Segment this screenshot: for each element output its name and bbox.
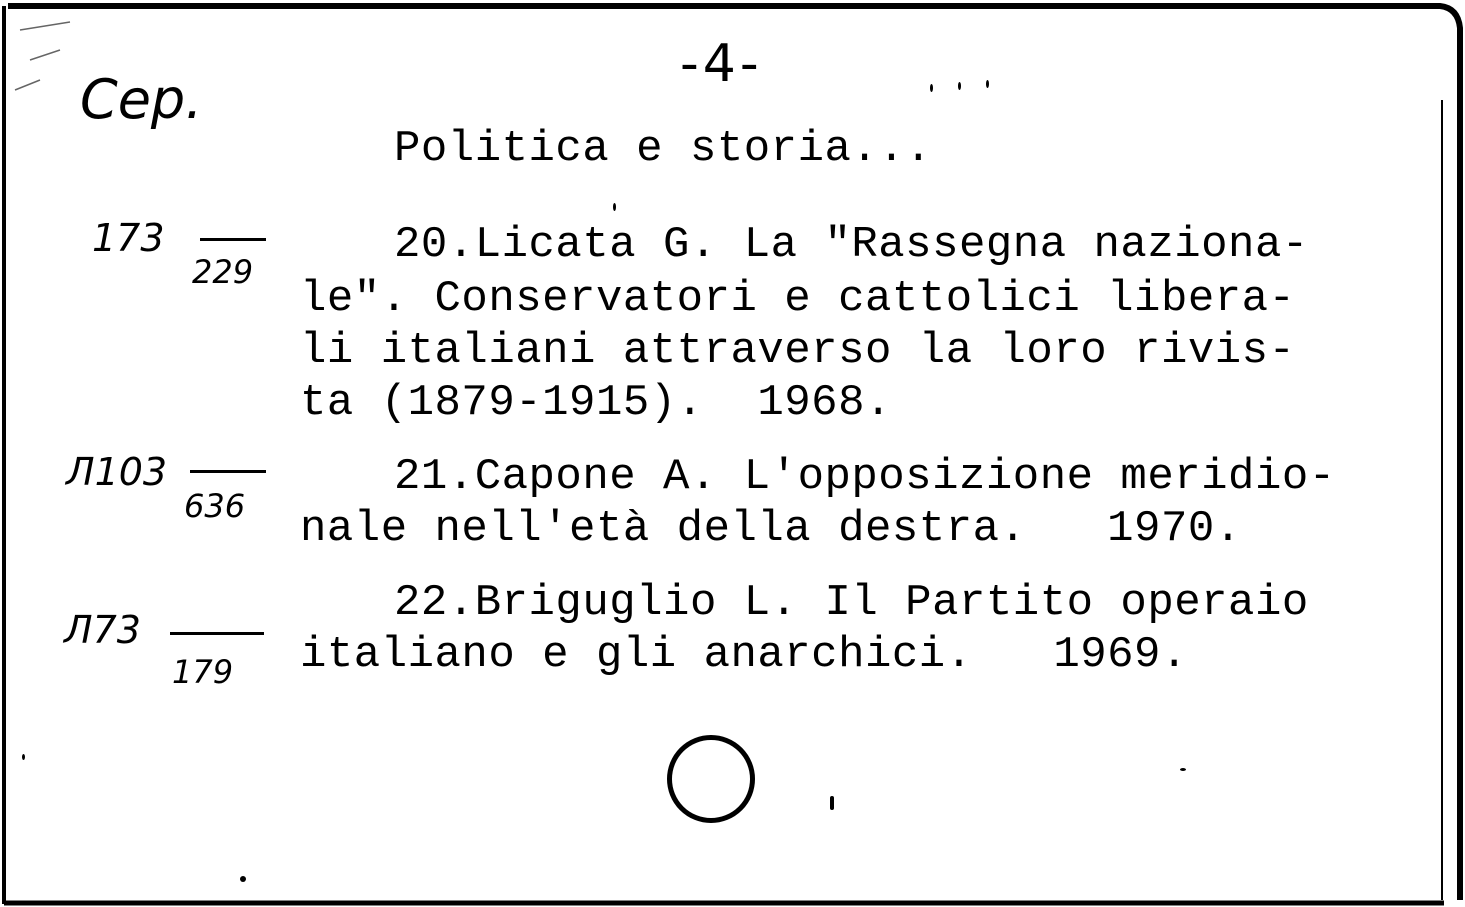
ink-speck bbox=[986, 80, 989, 88]
shelfmark-bottom: 636 bbox=[184, 487, 246, 525]
entry-20-line-4: ta (1879-1915). 1968. bbox=[300, 378, 892, 428]
ink-speck bbox=[22, 754, 25, 760]
card-heading: Politica e storia... bbox=[394, 124, 933, 174]
shelfmark-bottom: 179 bbox=[172, 653, 234, 691]
entry-22-line-1: 22.Briguglio L. Il Partito operaio bbox=[394, 578, 1309, 628]
ink-speck bbox=[1180, 768, 1186, 771]
shelfmark-divider bbox=[190, 470, 266, 473]
shelfmark-divider bbox=[170, 632, 264, 635]
shelfmark-bottom: 229 bbox=[192, 253, 254, 291]
ink-speck bbox=[240, 876, 246, 882]
shelfmark-entry-21 bbox=[66, 452, 286, 542]
entry-22-line-2: italiano e gli anarchici. 1969. bbox=[300, 630, 1188, 680]
entry-21-line-2: nale nell'età della destra. 1970. bbox=[300, 504, 1242, 554]
entry-20-line-1: 20.Licata G. La "Rassegna naziona- bbox=[394, 220, 1309, 270]
shelfmark-entry-22 bbox=[64, 610, 284, 710]
page-marker: -4- bbox=[680, 34, 763, 94]
shelfmark-top: Л73 bbox=[64, 608, 141, 652]
shelfmark-entry-20 bbox=[92, 218, 282, 308]
entry-20-line-3: li italiani attraverso la loro rivis- bbox=[300, 326, 1296, 376]
entry-20-line-2: le". Conservatori e cattolici libera- bbox=[300, 274, 1296, 324]
shelfmark-top: Л103 bbox=[66, 450, 168, 494]
shelfmark-top: 173 bbox=[92, 216, 165, 260]
shelfmark-divider bbox=[200, 238, 266, 241]
ink-speck bbox=[958, 82, 961, 90]
punch-hole bbox=[667, 735, 755, 823]
entry-21-line-1: 21.Capone A. L'opposizione meridio- bbox=[394, 452, 1336, 502]
ink-speck bbox=[830, 796, 834, 810]
handwritten-note: Cep. bbox=[80, 68, 203, 131]
ink-speck bbox=[613, 203, 616, 211]
ink-speck bbox=[930, 84, 933, 92]
